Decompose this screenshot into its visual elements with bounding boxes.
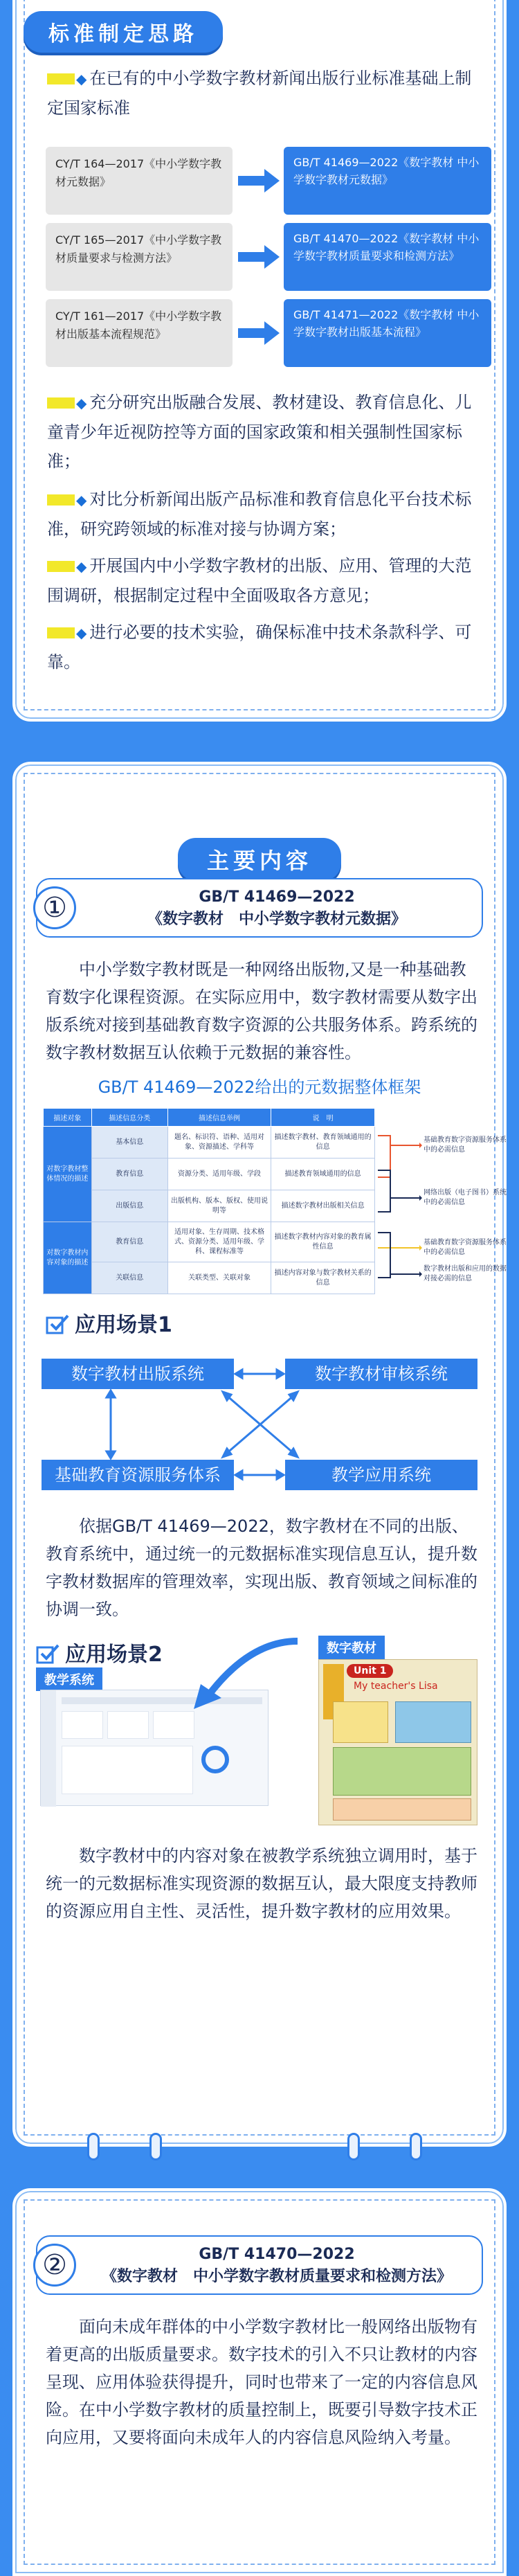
approach-title: 标准制定思路: [24, 11, 223, 53]
teaching-system-tag: 教学系统: [36, 1667, 102, 1691]
publishing-system-box: 数字教材出版系统: [42, 1359, 234, 1389]
standard-mapping-row: [46, 299, 495, 367]
note-cell: 描述数字教材内容对象的教育属性信息: [271, 1222, 375, 1262]
diamond-icon: ◆: [76, 71, 87, 87]
approach-bullet: ◆ 开展国内中小学数字教材的出版、应用、管理的大范围调研，根据制定过程中全面吸取各方意见；: [47, 551, 483, 610]
highlight-mark: [47, 627, 75, 638]
example-cell: 出版机构、版本、版权、使用说明等: [167, 1190, 271, 1222]
arrow-right-icon: [238, 169, 280, 193]
unit-label: Unit 1: [347, 1664, 393, 1678]
old-standard: CY/T 164—2017《中小学数字教材元数据》: [46, 147, 233, 215]
old-standard: CY/T 165—2017《中小学数字教材质量要求与检测方法》: [46, 223, 233, 291]
group-cell: 对数字教材整体情况的描述: [44, 1127, 92, 1222]
table-header: 说 明: [271, 1109, 375, 1127]
diamond-icon: ◆: [76, 625, 87, 641]
arrow-right-icon: [238, 321, 280, 345]
table-header: 描述对象: [44, 1109, 92, 1127]
highlight-mark: [47, 561, 75, 572]
scene-1-paragraph: 依据GB/T 41469—2022，数字教材在不同的出版、教育系统中，通过统一的元数据标准实现信息互认，提升数字教材数据库的管理效率，实现出版、教育领域之间标准的协调一致。: [46, 1517, 477, 1619]
scene-1-heading: 应用场景1: [46, 1307, 172, 1338]
side-note: 网络出版（电子图书）系统中的必需信息: [424, 1189, 507, 1206]
approach-bullet: ◆ 充分研究出版融合发展、教材建设、教育信息化、儿童青少年近视防控等方面的国家政策和相关强制性国家标准；: [47, 388, 483, 476]
scene-2-heading: 应用场景2: [36, 1637, 163, 1667]
category-cell: 关联信息: [91, 1262, 167, 1294]
section-1-header: [36, 878, 483, 938]
side-note: 基础教育数字资源服务体系中的必需信息: [424, 1239, 507, 1256]
table-row: [44, 1159, 375, 1190]
teaching-system-box: 教学应用系统: [285, 1460, 477, 1490]
approach-intro: ◆ 在已有的中小学数字教材新闻出版行业标准基础上制定国家标准: [47, 64, 483, 123]
category-cell: 教育信息: [91, 1159, 167, 1190]
example-cell: 资源分类、适用年级、学段: [167, 1159, 271, 1190]
framework-caption: GB/T 41469—2022给出的元数据整体框架: [98, 1077, 421, 1097]
table-header: 描述信息分类: [91, 1109, 167, 1127]
section-2-header: [36, 2235, 483, 2295]
section-1-paragraph: 中小学数字教材既是一种网络出版物,又是一种基础教育数字化课程资源。在实际应用中，数字教材需要从数字出版系统对接到基础教育数字资源的公共服务体系。跨系统的数字教材数据互认依赖于元数据的兼容性。: [46, 960, 477, 1062]
highlight-mark: [47, 73, 75, 84]
new-standard: GB/T 41469—2022《数字教材 中小学数字教材元数据》: [284, 147, 491, 215]
standard-mapping-row: [46, 147, 495, 215]
binder-ring: [347, 2133, 364, 2163]
binder-ring: [87, 2133, 104, 2163]
new-standard: GB/T 41470—2022《数字教材 中小学数字教材质量要求和检测方法》: [284, 223, 491, 291]
table-row: [44, 1190, 375, 1222]
highlight-mark: [47, 397, 75, 409]
checkbox-icon: [36, 1643, 60, 1664]
example-cell: 关联类型、关联对象: [167, 1262, 271, 1294]
section-number: ①: [33, 886, 76, 929]
main-title: 主要内容: [178, 838, 341, 881]
bracket-connectors: [376, 1129, 422, 1288]
table-header-row: [44, 1109, 375, 1127]
review-system-box: 数字教材审核系统: [285, 1359, 477, 1389]
scene-2-paragraph: 数字教材中的内容对象在被教学系统独立调用时，基于统一的元数据标准实现资源的数据互认，最大限度支持教师的资源应用自主性、灵活性，提升数字教材的应用效果。: [46, 1846, 477, 1921]
arrow-right-icon: [238, 245, 280, 269]
new-standard: GB/T 41471—2022《数字教材 中小学数字教材出版基本流程》: [284, 299, 491, 367]
table-row: [44, 1222, 375, 1262]
approach-bullet: ◆ 进行必要的技术实验，确保标准中技术条款科学、可靠。: [47, 618, 483, 677]
section-number: ②: [33, 2244, 76, 2287]
note-cell: 描述数字教材、教育领域通用的信息: [271, 1127, 375, 1159]
resource-service-box: 基础教育资源服务体系: [42, 1460, 234, 1490]
category-cell: 出版信息: [91, 1190, 167, 1222]
example-cell: 题名、标识符、语种、适用对象、资源描述、学科等: [167, 1127, 271, 1159]
diamond-icon: ◆: [76, 492, 87, 508]
old-standard: CY/T 161—2017《中小学数字教材出版基本流程规范》: [46, 299, 233, 367]
standard-mapping-row: [46, 223, 495, 291]
curved-arrow-icon: [166, 1634, 304, 1710]
note-cell: 描述内容对象与数字教材关系的信息: [271, 1262, 375, 1294]
checkbox-icon: [46, 1314, 69, 1334]
binder-ring: [410, 2133, 426, 2163]
diamond-icon: ◆: [76, 558, 87, 575]
highlight-mark: [47, 494, 75, 506]
side-note: 基础教育数字资源服务体系中的必需信息: [424, 1136, 507, 1154]
binder-ring: [149, 2133, 166, 2163]
note-cell: 描述数字教材出版相关信息: [271, 1190, 375, 1222]
metadata-framework-table: [43, 1108, 375, 1294]
exchange-arrows: [42, 1359, 477, 1490]
section-title: GB/T 41469—2022 《数字教材 中小学数字教材元数据》: [147, 888, 406, 928]
category-cell: 教育信息: [91, 1222, 167, 1262]
section-2-paragraph: 面向未成年群体的中小学数字教材比一般网络出版物有着更高的出版质量要求。数字技术的引入不只让教材的内容呈现、应用体验获得提升，同时也带来了一定的内容信息风险。在中小学数字教材的质量控制上，既要引导数字技术正向应用，又要将面向未成年人的内容信息风险纳入考量。: [46, 2317, 477, 2447]
example-cell: 适用对象、生存周期、技术格式、资源分类、适用年级、学科、课程标准等: [167, 1222, 271, 1262]
diamond-icon: ◆: [76, 395, 87, 411]
approach-bullet: ◆ 对比分析新闻出版产品标准和教育信息化平台技术标准，研究跨领域的标准对接与协调方案；: [47, 485, 483, 544]
book-title: My teacher's Lisa: [354, 1681, 438, 1692]
category-cell: 基本信息: [91, 1127, 167, 1159]
group-cell: 对数字教材内容对象的描述: [44, 1222, 92, 1294]
textbook-page-image: [318, 1659, 477, 1825]
digital-textbook-tag: 数字教材: [318, 1636, 385, 1659]
section-title: GB/T 41470—2022 《数字教材 中小学数字教材质量要求和检测方法》: [101, 2246, 452, 2285]
table-row: [44, 1127, 375, 1159]
note-cell: 描述教育领域通用的信息: [271, 1159, 375, 1190]
side-note: 数字教材出版和应用的数据对接必需的信息: [424, 1265, 507, 1282]
table-header: 描述信息举例: [167, 1109, 271, 1127]
table-row: [44, 1262, 375, 1294]
